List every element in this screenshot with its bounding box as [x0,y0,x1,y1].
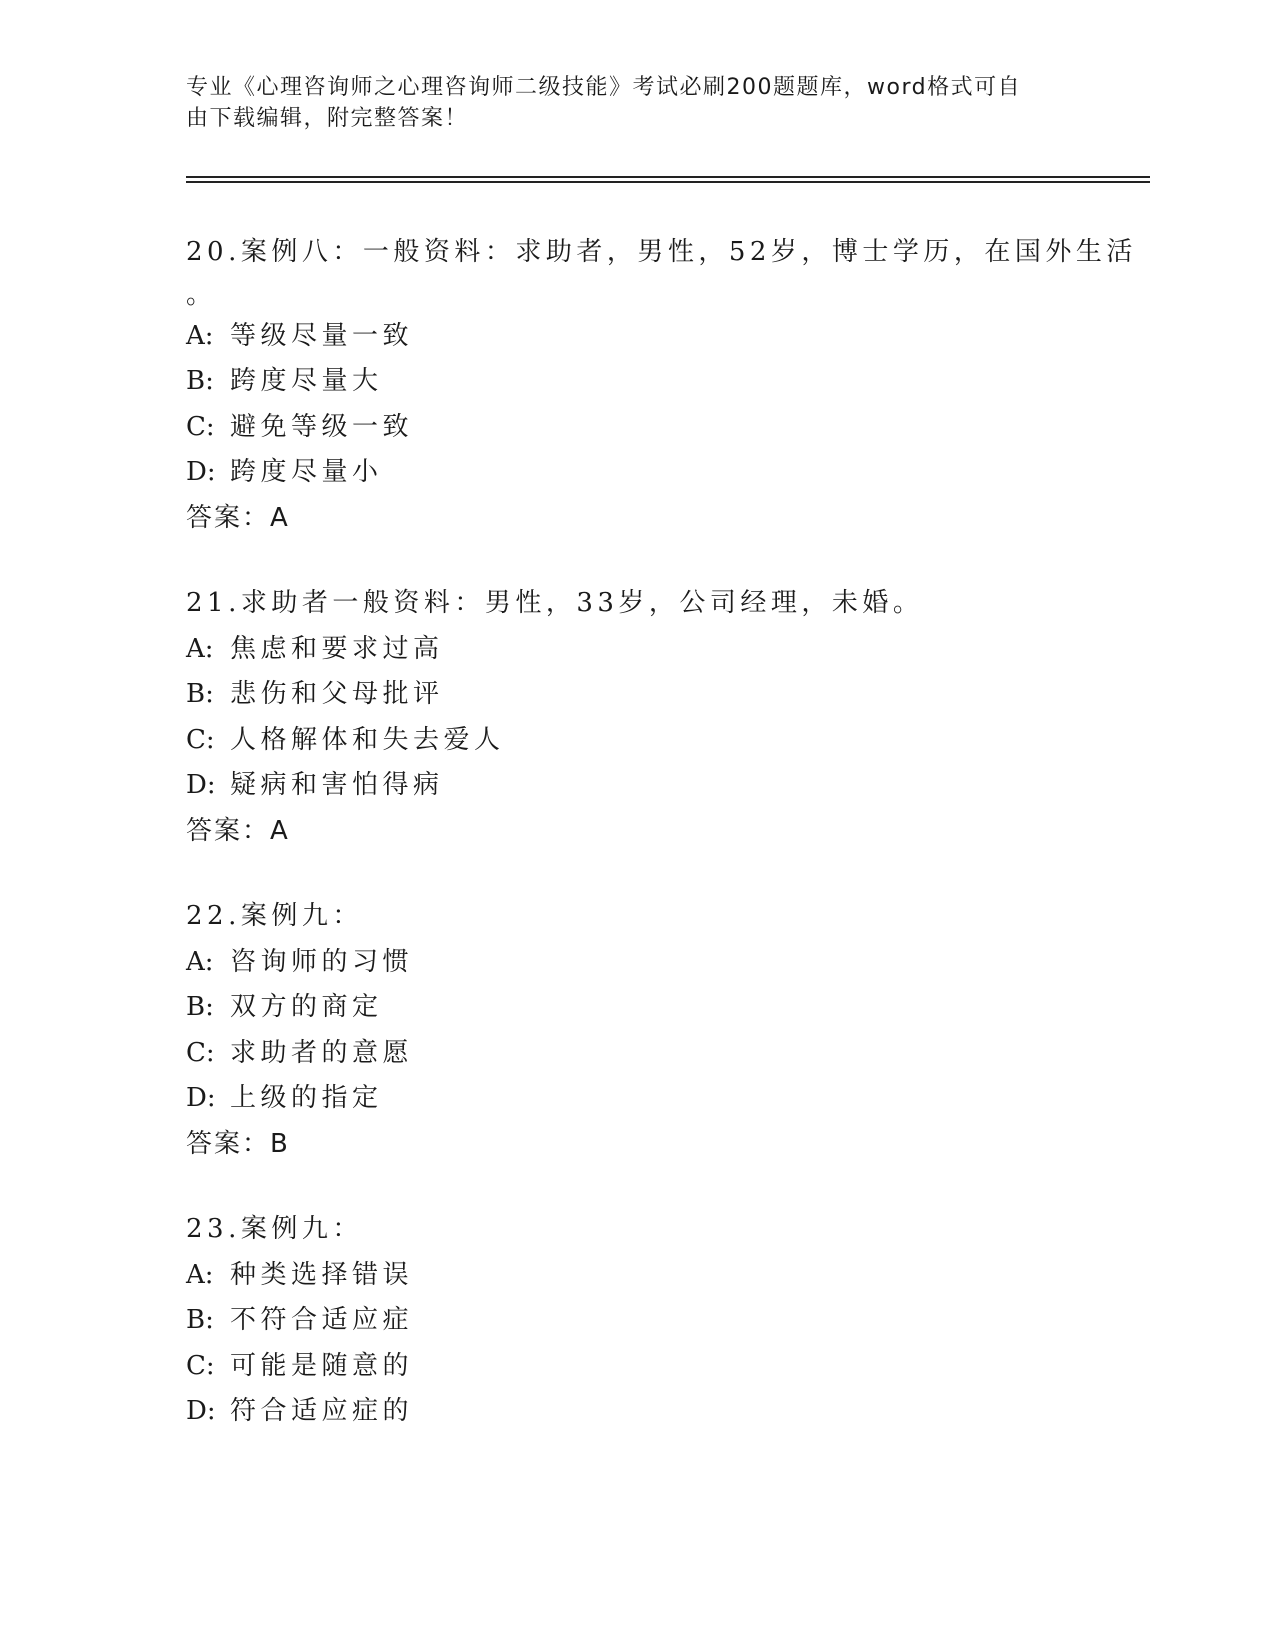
answer-line: 答案：A [186,502,290,533]
option-text: 种类选择错误 [230,1259,414,1290]
option-text: 符合适应症的 [230,1396,414,1426]
question-22 [186,894,1086,1167]
option-text: 悲伤和父母批评 [230,679,444,709]
option-key: A: [186,633,214,664]
question-stem: 22.案例九： [186,901,363,931]
option-c [186,718,1086,764]
option-text: 咨询师的习惯 [230,946,414,977]
option-text: 跨度尽量大 [230,366,383,396]
question-stem: 23.案例九： [186,1214,363,1244]
question-23 [186,1207,1086,1435]
question-list [186,230,1137,1475]
option-b [186,359,1086,405]
option-key: B: [186,679,214,709]
answer-line: 答案：A [186,815,290,846]
option-a [186,940,1086,986]
option-d [186,1076,1086,1122]
option-c [186,405,1086,451]
question-stem-continuation: 。 [186,279,217,310]
option-key: C: [186,1037,215,1068]
option-key: C: [186,724,215,755]
option-key: D: [186,1083,216,1113]
option-d [186,763,1086,809]
option-b [186,672,1086,718]
header-line-1: 专业《心理咨询师之心理咨询师二级技能》考试必刷200题题库，word格式可自 [186,75,1022,100]
option-a [186,627,1086,673]
option-d [186,1389,1086,1435]
option-a [186,314,1086,360]
option-key: C: [186,1350,215,1381]
option-text: 双方的商定 [230,992,383,1022]
option-text: 不符合适应症 [230,1305,414,1335]
question-21 [186,581,1086,854]
option-key: B: [186,1305,214,1335]
option-text: 求助者的意愿 [230,1037,414,1068]
option-key: D: [186,457,216,487]
option-key: B: [186,366,214,396]
option-text: 跨度尽量小 [230,457,383,487]
header-divider-top [186,176,1150,178]
header-divider-bottom [186,181,1150,183]
option-key: D: [186,770,216,800]
question-20 [186,230,1137,541]
option-a [186,1253,1086,1299]
option-c [186,1031,1086,1077]
option-key: A: [186,320,214,351]
option-key: A: [186,946,214,977]
option-text: 上级的指定 [230,1083,383,1113]
option-text: 等级尽量一致 [230,320,414,351]
option-b [186,1298,1086,1344]
option-key: C: [186,411,215,442]
header-line-2: 由下载编辑，附完整答案！ [186,106,469,131]
option-text: 疑病和害怕得病 [230,770,444,800]
option-key: D: [186,1396,216,1426]
question-stem: 21.求助者一般资料：男性，33岁，公司经理，未婚。 [186,588,924,618]
option-key: A: [186,1259,214,1290]
option-text: 避免等级一致 [230,411,414,442]
option-text: 人格解体和失去爱人 [230,724,505,755]
option-key: B: [186,992,214,1022]
document-header [186,72,1066,134]
option-c [186,1344,1086,1390]
option-d [186,450,1086,496]
option-text: 可能是随意的 [230,1350,414,1381]
option-text: 焦虑和要求过高 [230,633,444,664]
answer-line: 答案：B [186,1128,290,1159]
question-stem: 20.案例八：一般资料：求助者，男性，52岁，博士学历，在国外生活 [186,237,1137,267]
option-b [186,985,1086,1031]
